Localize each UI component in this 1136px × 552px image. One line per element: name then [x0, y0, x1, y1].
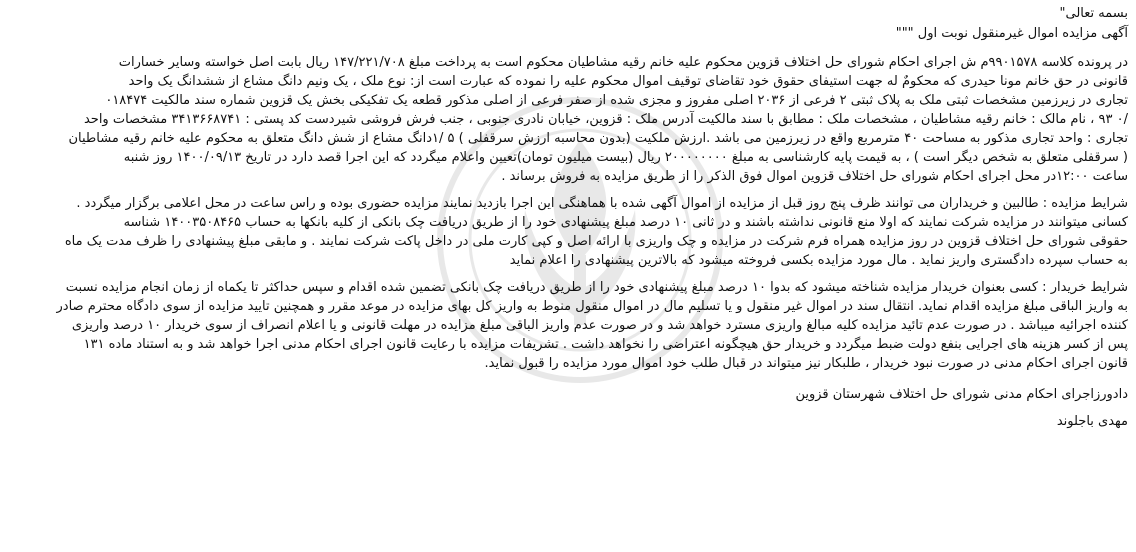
paragraph-line: قانون اجرای احکام مدنی در صورت نبود خریدار ، طلبکار نیز میتواند در قبال طلب خود اموال مورد مزایده را قبول نماید.	[484, 356, 1128, 371]
bismillah-heading: بسمه تعالی"	[1059, 6, 1128, 21]
paragraph-line: کننده اجرائیه میباشد . در صورت عدم تائید مزایده کلیه مبالغ واریزی مسترد خواهد شد و در صورت عدم واریز الباقی مبلغ مزایده در مهلت قانونی و یا اعلام انصراف از سوی خریدار ۱۰ درصد واریزی	[71, 318, 1128, 333]
paragraph-line: در پرونده کلاسه ۹۹۰۱۵۷۸م ش اجرای احکام شورای حل اختلاف قزوین محکوم علیه خانم رقیه مشاطیان محکوم است به پرداخت مبلغ ۱۴۷/۲۲۱/۷۰۸ ریال بابت اصل خواسته وسایر خسارات	[118, 55, 1128, 70]
paragraph-line: شرایط خریدار : کسی بعنوان خریدار مزایده شناخته میشود که بدوا ۱۰ درصد مبلغ پیشنهادی خود را از طریق دریافت چک بانکی تضمین شده اقدام و سپس حداکثر تا یکماه از زمان انجام مزایده نسبت	[65, 280, 1128, 295]
case-paragraph	[8, 53, 1128, 186]
paragraph-line: ( سرقفلی متعلق به شخص دیگر است ) ، به قیمت پایه کارشناسی به مبلغ ۲۰۰۰۰۰۰۰۰ ریال (بیست میلیون تومان)تعیین واعلام میگردد که این اجرا قصد دارد در تاریخ ۱۴۰۰/۰۹/۱۳ روز شنبه	[123, 150, 1128, 165]
paragraph-line: قانونی در حق خانم مونا حیدری که محکومٌ له جهت استیفای حقوق خود تقاضای توقیف اموال محکوم علیه را نموده که عبارت است از: نوع ملک ، یک ونیم دانگ مشاع از ششدانگ یک واحد	[128, 74, 1128, 89]
notice-title: آگهی مزایده اموال غیرمنقول نوبت اول """	[895, 26, 1128, 41]
paragraph-line: به واریز الباقی مبلغ مزایده اقدام نماید. انتقال سند در اموال غیر منقول و یا تسلیم مال در اموال منقول منوط به واریز کل بهای مزایده در موعد مقرر و همچنین تایید مزایده از سوی دادگاه محترم صادر	[56, 299, 1128, 314]
auction-conditions-paragraph	[8, 194, 1128, 270]
paragraph-line: کسانی میتوانند در مزایده شرکت نمایند که اولا منع قانونی نداشته باشند و در ثانی ۱۰ درصد مبلغ پیشنهادی خود را از طریق دریافت چک بانکی از کلیه بانکها به حساب ۱۴۰۰۳۵۰۸۴۶۵ شناسه	[123, 215, 1128, 230]
signature-office: دادورزاجرای احکام مدنی شورای حل اختلاف شهرستان قزوین	[795, 387, 1128, 402]
paragraph-line: تجاری : واحد تجاری مذکور به مساحت ۴۰ مترمربع واقع در زیرزمین می باشد .ارزش ملکیت (بدون محاسبه ارزش سرقفلی ) ۵ /۱دانگ مشاع از شش دانگ متعلق به محکوم علیه خانم رقیه مشاطیان	[68, 131, 1128, 146]
paragraph-line: تجاری در زیرزمین مشخصات ثبتی ملک به پلاک ثبتی ۲ فرعی از ۲۰۳۶ اصلی مفروز و مجزی شده از صفر فرعی از اصلی مذکور قطعه یک تفکیکی بخش یک قزوین شماره سند مالکیت ۰۱۸۴۷۴	[105, 93, 1128, 108]
signature-person: مهدی باجلوند	[1056, 414, 1128, 429]
paragraph-line: /۰ ۹۳ ، نام مالک : خانم رقیه مشاطیان ، مشخصات ملک : مطابق با سند مالکیت آدرس ملک : قزوین، خیابان نادری جنوبی ، جنب فرش فروشی شیردست کد پستی : ۳۴۱۳۶۶۸۷۴۱ مشخصات واحد	[83, 112, 1128, 127]
paragraph-line: شرایط مزایده : طالبین و خریداران می توانند ظرف پنج روز قبل از مزایده از اموال آگهی شده با هماهنگی این اجرا بازدید نمایند مزایده حضوری بوده و راس ساعت در محل اعلامی برگزار میگردد .	[76, 196, 1128, 211]
paragraph-line: حقوقی شورای حل اختلاف قزوین در روز مزایده همراه فرم شرکت در مزایده و چک واریزی با ارائه اصل و کپی کارت ملی در داخل پاکت شرکت نمایند . و مابقی مبلغ پیشنهادی را ظرف مدت یک ماه	[64, 234, 1128, 249]
paragraph-line: به حساب سپرده دادگستری واریز نماید . مال مورد مزایده بکسی فروخته میشود که بالاترین پیشنهادی را اعلام نماید	[509, 253, 1128, 268]
paragraph-line: پس از کسر هزینه های اجرایی بنفع دولت ضبط میگردد و خریدار حق هیچگونه اعتراضی را نخواهد داشت . تشریفات مزایده با رعایت قانون اجرای احکام مدنی اجرا خواهد شد و به استناد ماده ۱۳۱	[83, 337, 1128, 352]
buyer-conditions-paragraph	[8, 278, 1128, 373]
paragraph-line: ساعت ۱۲:۰۰در محل اجرای احکام شورای حل اختلاف قزوین اموال فوق الذکر را از طریق مزایده به فروش برساند .	[501, 169, 1128, 184]
